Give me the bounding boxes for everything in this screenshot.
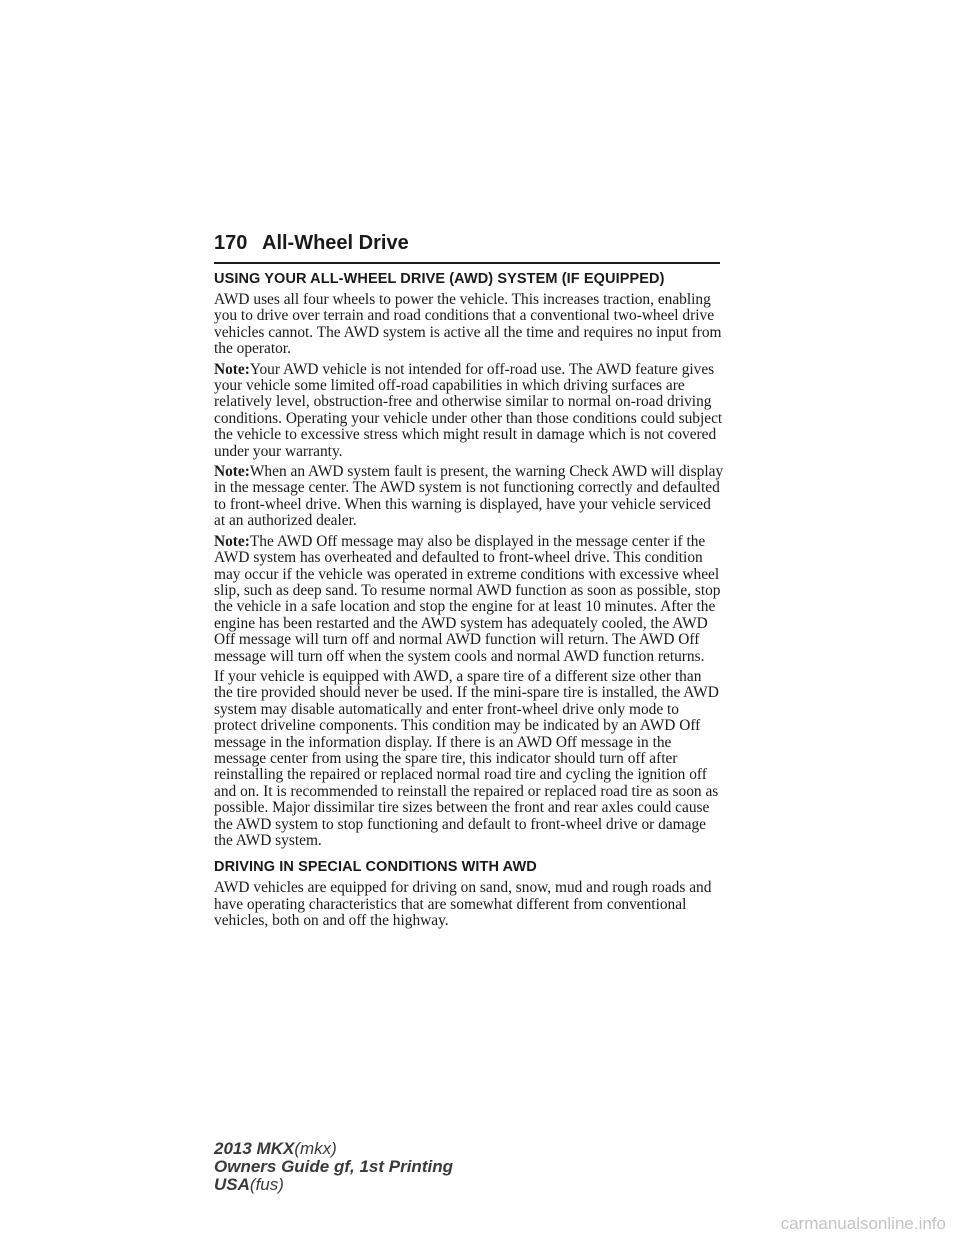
footer-model-code: (mkx) [294, 1139, 337, 1158]
note-system-fault [214, 464, 724, 530]
footer-guide: Owners Guide gf, 1st Printing [214, 1157, 453, 1176]
chapter-title: All-Wheel Drive [262, 232, 409, 254]
section-heading-using-awd: USING YOUR ALL-WHEEL DRIVE (AWD) SYSTEM (IF EQUIPPED) [214, 271, 665, 287]
note-label: Note: [214, 463, 250, 481]
footer-model: 2013 MKX [214, 1139, 295, 1158]
page-header [214, 232, 720, 264]
watermark: carmanualsonline.info [780, 1214, 946, 1233]
page-number: 170 [214, 232, 248, 254]
footer-market: USA [214, 1175, 250, 1194]
note-off-road [214, 362, 724, 460]
print-footer [214, 1140, 453, 1194]
footer-line-market [214, 1176, 453, 1194]
note-text: When an AWD system fault is present, the warning Check AWD will display in the message center. The AWD system is not functioning correctly and defaulted to front-wheel drive. When this warning is displayed, have your vehicle serviced at an authorized dealer. [214, 463, 724, 530]
paragraph-special-conditions: AWD vehicles are equipped for driving on sand, snow, mud and rough roads and have operating characteristics that are somewhat different from conventional vehicles, both on and off the highway. [214, 879, 712, 930]
note-text: Your AWD vehicle is not intended for off-road use. The AWD feature gives your vehicle some limited off-road capabilities in which driving surfaces are relatively level, obstruction-free and otherwise similar to normal on-road driving conditions. Operating your vehicle under other than those conditions could subject the vehicle to excessive stress which might result in damage which is not covered under your warranty. [214, 360, 723, 460]
section-heading-special-conditions: DRIVING IN SPECIAL CONDITIONS WITH AWD [214, 859, 537, 876]
footer-line-model [214, 1140, 453, 1158]
note-awd-off-message [214, 534, 724, 665]
paragraph-spare-tire: If your vehicle is equipped with AWD, a spare tire of a different size other than the tire provided should never be used. If the mini-spare tire is installed, the AWD system may disable automatically and enter front-wheel drive only mode to protect driveline components. This condition may be indicated by an AWD Off message in the information display. If there is an AWD Off message in the message center from using the spare tire, this indicator should turn off after reinstalling the repaired or replaced normal road tire and cycling the ignition off and on. It is recommended to reinstall the repaired or replaced road tire as soon as possible. Major dissimilar tire sizes between the front and rear axles could cause the AWD system to stop functioning and default to front-wheel drive or damage the AWD system. [214, 667, 719, 849]
footer-line-guide [214, 1158, 453, 1176]
note-text: The AWD Off message may also be displayed in the message center if the AWD system has overheated and defaulted to front-wheel drive. This condition may occur if the vehicle was operated in extreme conditions with excessive wheel slip, such as deep sand. To resume normal AWD function as soon as possible, stop the vehicle in a safe location and stop the engine for at least 10 minutes. After the engine has been restarted and the AWD system has adequately cooled, the AWD Off message will turn off and normal AWD function will return. The AWD Off message will turn off when the system cools and normal AWD function returns. [214, 532, 721, 665]
note-label: Note: [214, 532, 250, 550]
footer-market-code: (fus) [249, 1175, 284, 1194]
page-content [214, 270, 724, 934]
note-label: Note: [214, 360, 250, 378]
paragraph-awd-intro: AWD uses all four wheels to power the vehicle. This increases traction, enabling you to drive over terrain and road conditions that a conventional two-wheel drive vehicles cannot. The AWD system is active all the time and requires no input from the operator. [214, 291, 722, 358]
